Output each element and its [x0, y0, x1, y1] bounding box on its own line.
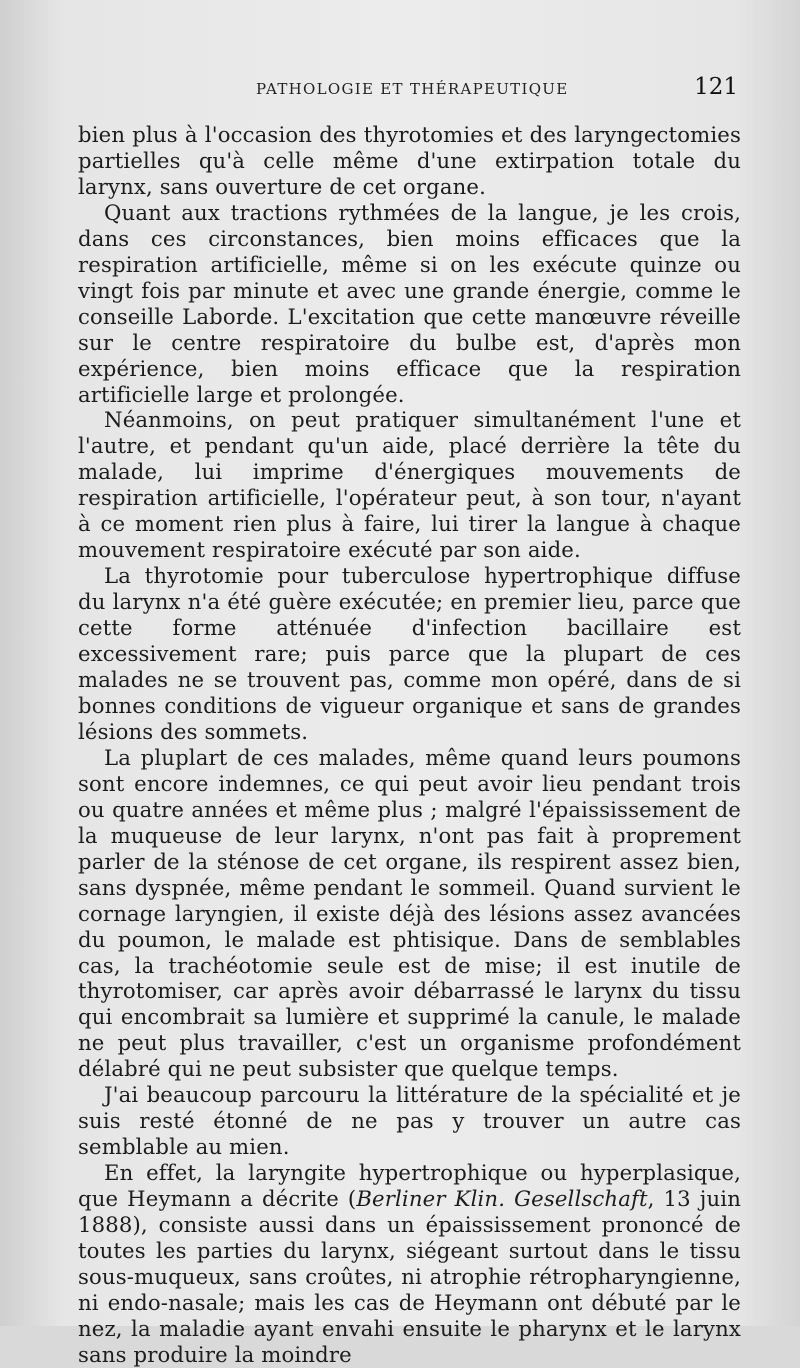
body-text: [78, 122, 741, 1368]
running-header: [80, 74, 738, 104]
running-title: PATHOLOGIE ET THÉRAPEUTIQUE: [256, 80, 569, 98]
paragraph: Quant aux tractions rythmées de la langue, je les crois, dans ces circonstances, bien moins efficaces que la respiration artificielle, même si on les exécute quinze ou vingt fois par minute et avec une grande énergie, comme le conseille Laborde. L'excitation que cette manœuvre réveille sur le centre respiratoire du bulbe est, d'après mon expérience, bien moins efficace que la respiration artificielle large et prolongée.: [78, 199, 741, 407]
paragraph: Néanmoins, on peut pratiquer simultanément l'une et l'autre, et pendant qu'un aide, placé derrière la tête du malade, lui imprime d'énergiques mouvements de respiration artificielle, l'opérateur peut, à son tour, n'ayant à ce moment rien plus à faire, lui tirer la langue à chaque mouvement respiratoire exécuté par son aide.: [78, 407, 741, 563]
paragraph: La pluplart de ces malades, même quand leurs poumons sont encore indemnes, ce qui peut avoir lieu pendant trois ou quatre années et même plus ; malgré l'épaississement de la muqueuse de leur larynx, n'ont pas fait à proprement parler de la sténose de cet organe, ils respirent assez bien, sans dyspnée, même pendant le sommeil. Quand survient le cornage laryngien, il existe déjà des lésions assez avancées du poumon, le malade est phtisique. Dans de semblables cas, la trachéotomie seule est de mise; il est inutile de thyrotomiser, car après avoir débarrassé le larynx du tissu qui encombrait sa lumière et supprimé la canule, le malade ne peut plus travailler, c'est un organisme profondément délabré qui ne peut subsister que quelque temps.: [78, 744, 741, 1082]
paragraph: [78, 1160, 741, 1368]
paragraph-text: En effet, la laryngite hypertrophique ou hyperplasique, que Heymann a décrite (: [78, 1160, 741, 1212]
paragraph: J'ai beaucoup parcouru la littérature de la spécialité et je suis resté étonné de ne pas y trouver un autre cas semblable au mien.: [78, 1082, 741, 1160]
paragraph-text: , 13 juin 1888), consiste aussi dans un épaississement prononcé de toutes les parties du larynx, siégeant surtout dans le tissu sous-muqueux, sans croûtes, ni atrophie rétropharyngienne, ni endo-nasale; mais les cas de Heymann ont débuté par le nez, la maladie ayant envahi ensuite le pharynx et le larynx sans produire la moindre: [78, 1186, 741, 1367]
paragraph: bien plus à l'occasion des thyrotomies et des laryngectomies partielles qu'à celle même d'une extirpation totale du larynx, sans ouverture de cet organe.: [78, 122, 741, 199]
paragraph: La thyrotomie pour tuberculose hypertrophique diffuse du larynx n'a été guère exécutée; en premier lieu, parce que cette forme atténuée d'infection bacillaire est excessivement rare; puis parce que la plupart de ces malades ne se trouvent pas, comme mon opéré, dans de si bonnes conditions de vigueur organique et sans de grandes lésions des sommets.: [78, 563, 741, 744]
page-number: 121: [694, 74, 738, 100]
citation: Berliner Klin. Gesellschaft: [356, 1186, 648, 1212]
